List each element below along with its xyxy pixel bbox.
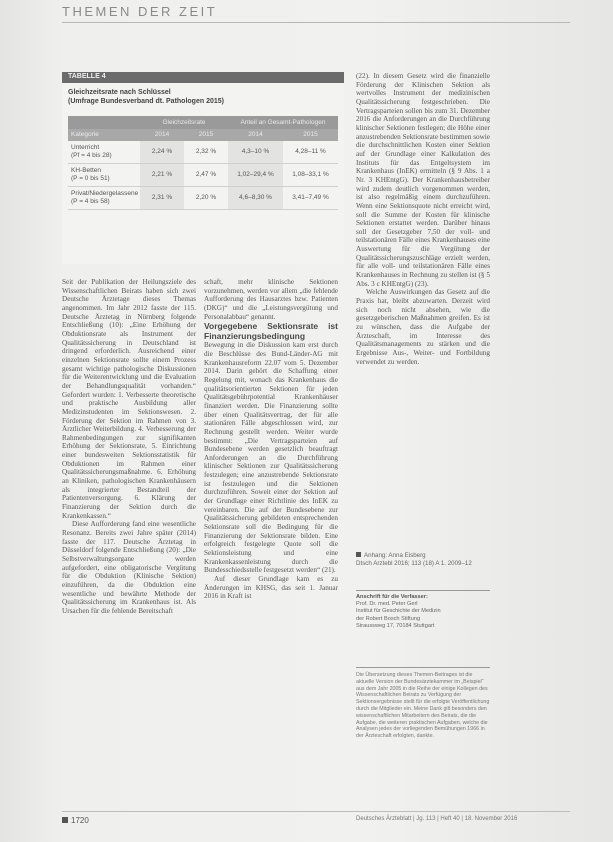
table-cell: 4,3–10 % [228,141,283,163]
divider [356,667,490,668]
table-row-label [68,190,140,206]
table-column-header: 2014 [154,131,170,138]
table-subheader-row [68,129,338,141]
journal-footer: Deutsches Ärzteblatt | Jg. 113 | Heft 40 | 18. November 2016 [356,816,518,822]
table-column-header: Kategorie [71,131,99,138]
section-header: THEMEN DER ZEIT [62,4,218,19]
address-line: Prof. Dr. med. Peter Gerl [356,601,418,608]
paragraph: (22). In diesem Gesetz wird die finanzielle Förderung der Klinischen Sektion als wertvolles Instrument der medizinischen Qualitätssicherung festgeschrieben. Die Vertragsparteien sollen bis zum 31. Dezember 2016 die Anforderungen an die Durchführung klinischer Sektionen festlegen; die Höhe einer anzustrebenden Sektionsrate bestimmen sowie die durchschnittlichen Kosten einer Sektion auf der Grundlage einer Kalkulation des Instituts für das Entgeltsystem im Krankenhaus (InEK) ermitteln (§ 9 Abs. 1 a Nr. 3 KHEntgG). Der Krankenhausbetreiber wird zudem deutlich vorgenommen werden, ist also regelmäßig einem durchzuführen. Wenn eine Sektionsquote nicht erreicht wird, soll die Summe der Kosten für klinische Sektionen erstattet werden. Darüber hinaus soll der Gesetzgeber 7,50 der voll- und teilstationären Fälle eines Krankenhauses eine Auswertung für die Vergütung der Qualitätssicherungszuschläge erzielt werden, für alle voll- und teilstationären Fälle eines Krankenhauses in Rechnung zu stellen ist (§ 5 Abs. 3 c KHEntgG) (23). [356,72,490,288]
data-table [62,72,344,264]
address-line: der Robert Bosch Stiftung [356,615,421,622]
address-line: Straussweg 17, 70184 Stuttgart [356,622,435,629]
table-cell: 1,08–33,1 % [292,171,329,178]
table-grid [68,116,338,210]
table-cell: 3,41–7,49 % [292,194,329,201]
table-row-label [68,144,140,160]
table-label: TABELLE 4 [68,73,106,80]
table-cell: 2,47 % [195,171,217,178]
row-label-sub: (P = 4 bis 58) [71,198,110,205]
divider [356,590,490,591]
row-label-main: KH-Betten [71,167,101,174]
table-title-line2: (Umfrage Bundesverband dt. Pathologen 2015) [68,98,224,105]
footer-rule [62,811,570,812]
table-cell: 4,28–11 % [295,148,326,155]
address-block [356,594,490,630]
citation-text: Anhang: Anna Eisberg [364,552,426,559]
table-header-row [68,116,338,129]
article-column-left [62,278,196,616]
row-label-sub: (Pf = 4 bis 28) [71,152,112,159]
paragraph: Auf dieser Grundlage kam es zu Änderungen im KHSG, das seit 1. Januar 2016 in Kraft ist [204,575,338,601]
article-column-right [356,72,490,366]
paragraph: Welche Auswirkungen das Gesetz auf die Praxis hat, bleibt abzuwarten. Derzeit wird sich noch nicht absehen, wie die gesetzgeberischen Maßnahmen greifen. Es ist zu wünschen, dass die Aufgabe der Ärzteschaft, im Interesse des Qualitätsmanagements zu stärken und die Ergebnisse Aus-, Weiter- und Fortbildung verwendet zu werden. [356,288,490,366]
subheading: Vorgegebene Sektionsrate ist Finanzierungsbedingung [204,321,338,342]
table-row [68,164,338,187]
table-title [62,83,344,106]
paragraph: Diese Aufforderung fand eine wesentliche Resonanz. Bereits zwei Jahre später (2014) fasste der 117. Deutsche Ärztetag in Düsseldorf folgende Entschließung (20): „Die Selbstverwaltungsorgane werden aufgefordert, eine obligatorische Vergütung für die Obduktion (Klinische Sektion) einzuführen, da die Obduktion eine wesentliche und bewährte Methode der Qualitätssicherung im Krankenhaus ist. Als Ursachen für die fehlende Bereitschaft [62,520,196,615]
square-bullet-icon [356,552,361,557]
table-column-header: 2015 [198,131,214,138]
table-cell: 1,02–29,4 % [228,164,283,186]
table-cell: 2,24 % [140,141,184,163]
table-group-header: Gleichzeitsrate [162,118,206,126]
address-lead: Anschrift für die Verfasser: [356,594,428,600]
citation-line [356,552,490,560]
citation-line: Dtsch Arztebl 2016; 113 (18) A 1. 2009–12 [356,560,472,567]
row-label-sub: (P = 0 bis 51) [71,175,110,182]
article-column-middle [204,278,338,601]
table-cell: 2,20 % [195,194,217,201]
page-number [62,816,89,825]
square-bullet-icon [62,817,68,823]
row-label-main: Privat/Niedergelassene [71,190,139,197]
page-number-text: 1720 [71,816,89,825]
table-title-line1: Gleichzeitsrate nach Schlüssel [68,89,171,96]
table-cell: 4,6–8,30 % [228,187,283,209]
address-line: Institut für Geschichte der Medizin [356,608,441,615]
table-cell: 2,32 % [195,148,217,155]
citation-block [356,552,490,568]
paragraph: Bewegung in die Diskussion kam erst durch die Beschlüsse des Bund-Länder-AG mit Krankenhausreform 22.07 vom 5. Dezember 2014. Darin gehört die Schaffung einer Regelung mit, wonach das Krankenhaus die qualitätsorientierten Sektionen für jeden Qualitätsgebührpotential Krankenhäuser finanziert werden. Die Finanzierung sollte über einen Qualitätsvertrag, der für alle stationären Fälle abgeschlossen wird, zur Rechnung gestellt werden. Weiter wurde bestimmt: „Die Vertragsparteien auf Bundesebene werden gesetzlich beauftragt Anforderungen an die Durchführung klinischer Sektionen zur Qualitätssicherung festzulegen; eine anzustrebende Sektionsrate ist festzulegen und die Sektionen durchzuführen. Soweit einer der Sektion auf der Grundlage einer Richtlinie des InEK zu vereinbaren. Die auf der Bundesebene zur Qualitätssicherung gebildeten entsprechenden Sektionsrate soll die Bedingung für die Finanzierung der Sektionsrate bilden. Eine erfolgreich festgelegte Quote soll die Sektionsleistung und eine Krankenkassenleistung durch die Bundesschiedsstelle festgesetzt werden“ (21). [204,341,338,575]
paragraph: Seit der Publikation der Heilungsziele des Wissenschaftlichen Beirats haben sich zwei Deutsche Ärztetage dieses Themas angenommen. Im Jahr 2012 fasste der 115. Deutsche Ärztetag in Nürnberg folgende Entschließung (10): „Eine Erhöhung der Obduktionsrate als Instrument der Qualitätssicherung in Deutschland ist dringend erforderlich. Ausreichend einer einzelnen Sektionsrate sollte einem Prozess gesamt wichtige pathologische Diskussionen für die Weiterentwicklung und die Evaluation der Behandlungsqualität vorhanden.“ Gefordert wurden: 1. Verbesserte theoretische und praktische Ausbildung aller Medizinstudenten im Sektionswesen. 2. Förderung der Sektion im Rahmen von 3. Ärztlicher Weiterbildung. 4. Verbesserung der Rahmenbedingungen zur signifikanten Erhöhung der Sektionsrate, 5. Einrichtung einer bundesweiten Sektionsstatistik für Obduktionen im Rahmen einer Qualitätssicherungsmaßnahme. 6. Erhöhung an Kliniken, pathologischen Krankenhäusern als integrierter Bestandteil der Patientenversorgung. 6. Klärung der Finanzierung der Sektion durch die Krankenkassen.“ [62,278,196,520]
footnote: Die Übersetzung dieses Themen-Beitrages ist die aktuelle Version der Bundesärztekammer im „Beispiel“ aus dem Jahr 2005 in die Reihe der einige Kollegen des Wissenschaftlichen Beirats zu Verfügung der Sektionsergebnisse stellt für die erfolgte Veröffentlichung durch die Mitglieder ein. Meine Dank gilt besonders den wissenschaftlichen Mitarbeitern des Beirats, die die Aufgabe, die weiteren praktischen Aufgaben, welche die Analysen jedes der vorliegenden Bemühungen 1966 in der Ärzteschaft erfolgten, dankte. [356,672,490,740]
table-row-label [68,167,140,183]
table-row [68,187,338,210]
table-label-bar [62,72,344,83]
table-row [68,141,338,164]
table-column-header: 2014 [248,131,263,138]
row-label-main: Unterricht [71,144,100,151]
table-group-header: Anteil an Gesamt-Pathologen [240,118,326,126]
table-cell: 2,31 % [140,187,184,209]
header-rule [62,22,570,23]
paragraph: schaft, mehr klinische Sektionen vorzunehmen, werden vor allem „die fehlende Aufforderung des Hausarztes bzw. Patienten (DKG)“ und die „Leistungsvergütung und Personalabbau“ genannt. [204,278,338,321]
table-cell: 2,21 % [140,164,184,186]
table-column-header: 2015 [303,131,318,138]
